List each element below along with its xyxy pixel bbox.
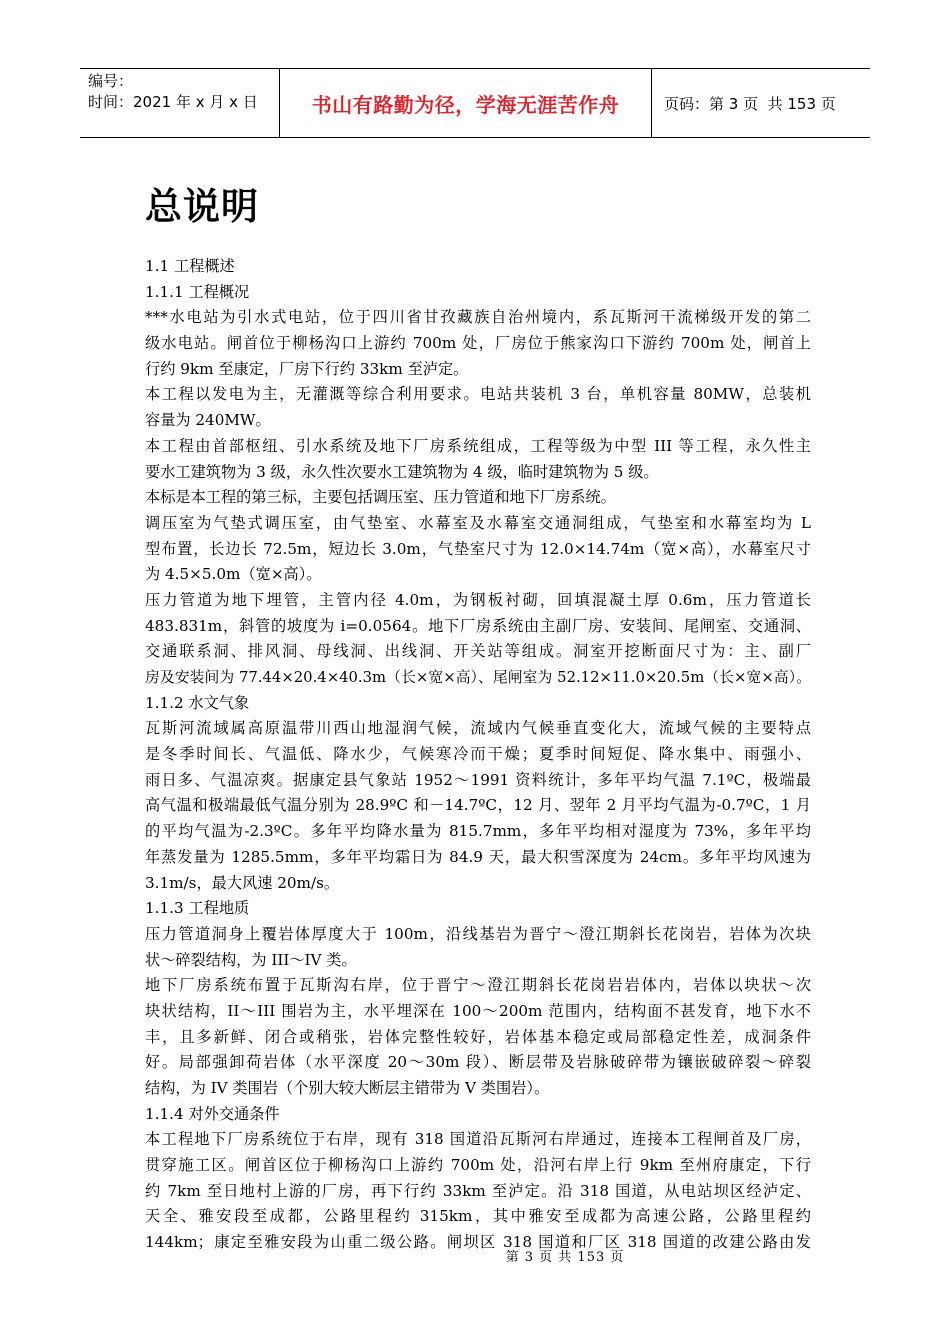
body-line: 483.831m，斜管的坡度为 i=0.0564。地下厂房系统由主副厂房、安装间、尾闸室、交通洞、: [145, 616, 811, 635]
body-line: 本工程以发电为主，无灌溉等综合利用要求。电站共装机 3 台，单机容量 80MW，总装机: [145, 385, 811, 404]
header-page-info: 页码：第 3 页 共 153 页: [664, 94, 836, 113]
body-line: 调压室为气垫式调压室，由气垫室、水幕室及水幕室交通洞组成，气垫室和水幕室均为 L: [145, 513, 811, 532]
body-line: 3.1m/s，最大风速 20m/s。: [145, 873, 340, 892]
body-line: 级水电站。闸首位于柳杨沟口上游约 700m 处，厂房位于熊家沟口下游约 700m 处，闸首上: [145, 334, 811, 353]
body-line: 天全、雅安段至成都，公路里程约 315km，其中雅安至成都为高速公路，公路里程约: [145, 1207, 811, 1226]
body-line: 1.1.4 对外交通条件: [145, 1104, 280, 1123]
body-line: 压力管道洞身上覆岩体厚度大于 100m，沿线基岩为晋宁～澄江期斜长花岗岩，岩体为次块: [145, 924, 811, 943]
body-line: 行约 9km 至康定，厂房下行约 33km 至泸定。: [145, 359, 469, 378]
body-line: 贯穿施工区。闸首区位于柳杨沟口上游约 700m 处，沿河右岸上行 9km 至州府康定，下行: [145, 1156, 811, 1175]
body-line: 好。局部强卸荷岩体（水平深度 20～30m 段）、断层带及岩脉破碎带为镶嵌破碎裂～碎裂: [145, 1053, 811, 1072]
document-number-label: 编号：: [88, 72, 134, 90]
body-line: 压力管道为地下埋管，主管内径 4.0m，为钢板衬砌，回填混凝土厚 0.6m，压力管道长: [145, 590, 811, 609]
body-line: 雨日多、气温凉爽。据康定县气象站 1952～1991 资料统计，多年平均气温 7.1ºC，极端最: [145, 770, 811, 789]
body-line: 状～碎裂结构，为 III～IV 类。: [145, 950, 357, 969]
header-meta: [80, 69, 280, 137]
body-line: 交通联系洞、排风洞、母线洞、出线洞、开关站等组成。洞室开挖断面尺寸为：主、副厂: [145, 642, 811, 661]
body-line: 要水工建筑物为 3 级，永久性次要水工建筑物为 4 级，临时建筑物为 5 级。: [145, 462, 659, 481]
body-line: 丰，且多新鲜、闭合或稍张，岩体完整性较好，岩体基本稳定或局部稳定性差，成洞条件: [145, 1027, 811, 1046]
body-line: 1.1 工程概述: [145, 257, 235, 275]
body-line: 约 7km 至日地村上游的厂房，再下行约 33km 至泸定。沿 318 国道，从电站坝区经泸定、: [145, 1181, 811, 1200]
body-line: 144km；康定至雅安段为山重二级公路。闸坝区 318 国道和厂区 318 国道的改建公路由发: [145, 1233, 811, 1252]
body-line: 的平均气温为-2.3ºC。多年平均降水量为 815.7mm，多年平均相对湿度为 73%，多年平均: [145, 822, 811, 841]
body-line: 高气温和极端最低气温分别为 28.9ºC 和－14.7ºC，12 月、翌年 2 月平均气温为-0.7ºC，1 月: [145, 796, 811, 815]
body-line: 是冬季时间长、气温低、降水少，气候寒冷而干燥；夏季时间短促、降水集中、雨强小、: [145, 745, 811, 764]
body-line: 1.1.3 工程地质: [145, 899, 250, 918]
body-line: ***水电站为引水式电站，位于四川省甘孜藏族自治州境内，系瓦斯河干流梯级开发的第二: [145, 308, 811, 327]
header-motto-cell: [280, 69, 652, 137]
body-line: 本工程由首部枢纽、引水系统及地下厂房系统组成，工程等级为中型 III 等工程，永久性主: [145, 436, 811, 455]
page-header: [80, 68, 870, 138]
body-line: 1.1.1 工程概况: [145, 282, 250, 301]
header-page-cell: [652, 69, 870, 137]
document-title: 总说明: [145, 185, 259, 228]
body-line: 型布置，长边长 72.5m，短边长 3.0m，气垫室尺寸为 12.0×14.74m（宽×高），水幕室尺寸: [145, 539, 811, 558]
body-line: 块状结构，II～III 围岩为主，水平埋深在 100～200m 范围内，结构面不甚发育，地下水不: [145, 1001, 811, 1020]
body-line: 房及安装间为 77.44×20.4×40.3m（长×宽×高）、尾闸室为 52.12×11.0×20.5m（长×宽×高）。: [145, 669, 811, 686]
header-motto: 书山有路勤为径，学海无涯苦作舟: [311, 92, 620, 117]
body-line: 结构，为 IV 类围岩（个别大较大断层主错带为 V 类围岩）。: [145, 1079, 550, 1097]
body-line: 地下厂房系统布置于瓦斯沟右岸，位于晋宁～澄江期斜长花岗岩岩体内，岩体以块状～次: [145, 976, 811, 995]
body-line: 1.1.2 水文气象: [145, 693, 250, 712]
body-line: 容量为 240MW。: [145, 411, 271, 430]
page-footer: 第 3 页 共 153 页: [505, 1250, 625, 1265]
body-line: 年蒸发量为 1285.5mm，多年平均霜日为 84.9 天，最大积雪深度为 24cm。多年平均风速为: [145, 847, 811, 866]
document-date: 时间：2021 年 x 月 x 日: [88, 93, 258, 111]
document-body: [145, 254, 811, 1256]
body-line: 本工程地下厂房系统位于右岸，现有 318 国道沿瓦斯河右岸通过，连接本工程闸首及厂房，: [145, 1130, 811, 1149]
body-line: 为 4.5×5.0m（宽×高）。: [145, 565, 322, 584]
body-line: 本标是本工程的第三标，主要包括调压室、压力管道和地下厂房系统。: [145, 488, 616, 507]
body-line: 瓦斯河流域属高原温带川西山地湿润气候，流域内气候垂直变化大，流域气候的主要特点: [145, 719, 811, 738]
